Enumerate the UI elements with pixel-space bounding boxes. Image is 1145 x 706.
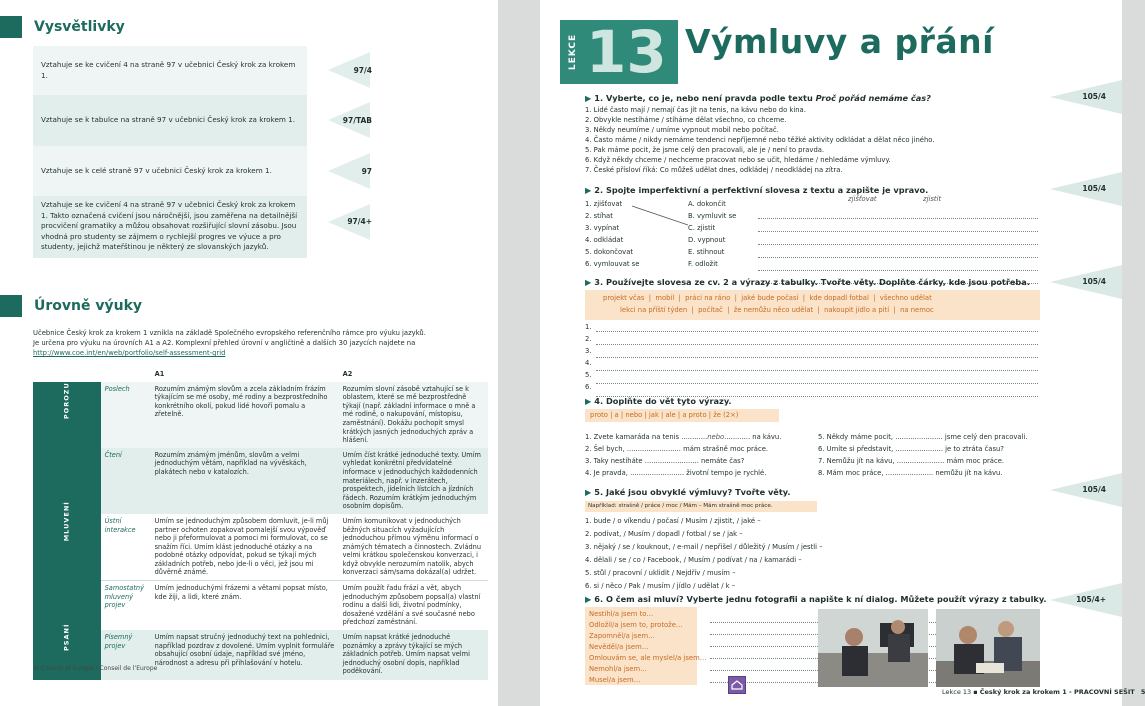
phrase-row: lekci na příští týden | počítač | že nemůžu něco udělat | nakoupit jídlo a pití | na nemoc xyxy=(620,306,934,314)
exercise-1-line: 6. Když někdy chceme / nechceme pracovat nebo se učit, hledáme / nehledáme výmluvy. xyxy=(585,156,891,164)
table-row: PSANÍ Písemný projev Umím napsat stručný jednoduchý text na pohlednici, například pozdrav z dovolené. Umím vyplnit formuláře obsahující osobní údaje, například své jméno, národnost a adresu při přihlašování v hotelu. Umím napsat krátké jednoduché poznámky a zprávy týkající se mých základních potřeb. Umím napsat velmi jednoduchý osobní dopis, například poděkování. xyxy=(33,630,488,680)
connector-line xyxy=(630,203,690,227)
group-label: PSANÍ xyxy=(62,623,71,651)
exercise-2-heading: ▶ 2. Spojte imperfektivní a perfektivní slovesa z textu a zapište je vpravo. xyxy=(585,185,929,195)
exercise-3-heading: ▶ 3. Používejte slovesa ze cv. 2 a výrazy z tabulky. Tvořte věty. Doplňte čárky, kde jsou potřeba. xyxy=(585,277,1030,287)
ref-marker: 105/4 xyxy=(1050,80,1122,114)
exercise-4-heading: ▶ 4. Doplňte do vět tyto výrazy. xyxy=(585,396,732,406)
ref-marker: 105/4 xyxy=(1050,172,1122,206)
verb-left: 2. stíhat xyxy=(585,212,613,220)
verb-right: C. zjistit xyxy=(688,224,716,232)
verb-left: 5. dokončovat xyxy=(585,248,634,256)
table-row: Čtení Rozumím známým jménům, slovům a velmi jednoduchým větám, například na vývěskách, plakátech nebo v katalozích. Umím číst krátké jednoduché texty. Umím vyhledat konkrétní předvídatelné informace v jednoduchých každodenních materiálech, např. v inzerátech, prospektech, jídelních lístcích a jízdních řádech. Rozumím krátkým jednoduchým osobním dopisům. xyxy=(33,448,488,514)
exercise-4-line: 1. Zvete kamaráda na tenis ............nebo............ na kávu. xyxy=(585,433,782,441)
col-header-a2: A2 xyxy=(342,370,353,378)
answer-lines xyxy=(758,207,1038,284)
ref-label: 97/TAB xyxy=(342,116,372,125)
exercise-5-heading: ▶ 5. Jaké jsou obvyklé výmluvy? Tvořte věty. xyxy=(585,487,791,497)
exercise-1-line: 3. Někdy neumíme / umíme vypnout mobil nebo počítač. xyxy=(585,126,779,134)
glossary-row: Vztahuje se k celé straně 97 v učebnici Český krok za krokem 1. xyxy=(33,146,307,196)
exercise-4-line: 3. Taky nestíháte ......................... nemáte čas? xyxy=(585,457,745,465)
office-photo-2 xyxy=(936,609,1040,687)
lesson-label: LEKCE xyxy=(568,33,578,71)
page-number: 5 xyxy=(1140,688,1145,696)
exercise-1-line: 4. Často máme / nikdy nemáme tendenci nepříjemné nebo těžké aktivity odkládat a dělat něco jiného. xyxy=(585,136,935,144)
ref-label: 97/4+ xyxy=(347,217,372,226)
glossary-row: Vztahuje se ke cvičení 4 na straně 97 v učebnici Český krok za krokem 1. Takto označená cvičení jsou náročnější, jsou zaměřena na detailnější procvičení gramatiky a můžou obsahovat rozšiřující slovní zásobu. Jsou vhodná pro studenty se zájmem o rychlejší progres ve výuce a pro studenty, jejichž mateřštinou je některý ze slovanských jazyků. xyxy=(33,196,307,258)
ref-marker: 105/4 xyxy=(1050,473,1122,507)
answer-lines xyxy=(596,320,1038,397)
exercise-5-line: 3. nějaký / se / kouknout, / e-mail / nepřišel / důležitý / Musím / jestli – xyxy=(585,543,823,551)
exercise-6-heading: ▶ 6. O čem asi mluví? Vyberte jednu fotografii a napište k ní dialog. Můžete použít výrazy z tabulky. xyxy=(585,594,1047,604)
levels-heading xyxy=(0,295,142,317)
exercise-5-line: 4. dělali / se / co / Facebook, / Musím / podívat / na / kamarádi – xyxy=(585,556,802,564)
exercise-4-line: 4. Je pravda, ......................... životní tempo je rychlé. xyxy=(585,469,767,477)
exercise-5-line: 6. si / něco / Pak / musím / jídlo / udělat / k – xyxy=(585,582,736,590)
verb-left: 6. vymlouvat se xyxy=(585,260,640,268)
exercise-5-line: 1. bude / o víkendu / počasí / Musím / zjistit, / jaké – xyxy=(585,517,761,525)
footer: Lekce 13 ▪ Český krok za krokem 1 - PRACOVNÍ SEŠIT 5 xyxy=(942,688,1145,696)
exercise-1-line: 2. Obvykle nestíháme / stíháme dělat všechno, co chceme. xyxy=(585,116,787,124)
exercise-4-line: 7. Nemůžu jít na kávu, ...................... mám moc práce. xyxy=(818,457,1005,465)
example-answer: zjišťovat xyxy=(848,195,877,203)
exercise-1-line: 7. České přísloví říká: Co můžeš udělat dnes, odkládej / neodkládej na zítra. xyxy=(585,166,843,174)
levels-table xyxy=(33,359,488,680)
ref-marker: 105/4+ xyxy=(1050,583,1122,617)
group-label: MLUVENÍ xyxy=(62,501,71,542)
verb-right: E. stihnout xyxy=(688,248,725,256)
home-icon[interactable] xyxy=(728,676,746,694)
copyright: © Council of Europe / Conseil de l’Europe xyxy=(33,665,158,672)
levels-title: Úrovně výuky xyxy=(34,298,143,314)
exercise-5-line: 5. stůl / pracovní / uklidit / Nejdřív / musím – xyxy=(585,569,736,577)
ref-label: 97/4 xyxy=(353,66,372,75)
line-number: 3. xyxy=(585,347,592,355)
exercise-5-line: 2. podívat, / Musím / dopadl / fotbal / se / jak – xyxy=(585,530,743,538)
right-page xyxy=(540,0,1145,706)
exercise-1-line: 5. Pak máme pocit, že jsme celý den pracovali, ale je / není to pravda. xyxy=(585,146,825,154)
verb-right: B. vymluvit se xyxy=(688,212,737,220)
left-page xyxy=(0,0,498,706)
example-answer: zjistit xyxy=(923,195,942,203)
lesson-badge xyxy=(560,20,678,84)
lesson-number: 13 xyxy=(586,18,667,86)
ref-marker: 105/4 xyxy=(1050,265,1122,299)
verb-left: 3. vypínat xyxy=(585,224,620,232)
col-header-a1: A1 xyxy=(154,370,165,378)
lesson-title: Výmluvy a přání xyxy=(685,22,994,61)
levels-intro: Učebnice Český krok za krokem 1 vznikla na základě Společného evropského referenčního rámce pro výuku jazyků. Je určena pro výuku na úrovních A1 a A2. Komplexní přehled úrovní v angličtině a dalších 30 jazycích najdete na http://www.coe.int/en/web/portfolio/self-assessment-grid xyxy=(33,329,426,357)
exercise-4-line: 5. Někdy máme pocit, ...................... jsme celý den pracovali. xyxy=(818,433,1028,441)
line-number: 4. xyxy=(585,359,592,367)
verb-right: F. odložit xyxy=(688,260,718,268)
play-arrow-icon: ▶ xyxy=(585,185,592,195)
exercise-4-line: 8. Mám moc práce, ...................... nemůžu jít na kávu. xyxy=(818,469,1003,477)
phrase-row: projekt včas | mobil | práci na ráno | jaké bude počasí | kde dopadl fotbal | všechno udělat xyxy=(603,294,932,302)
play-arrow-icon: ▶ xyxy=(585,396,592,406)
glossary-row: Vztahuje se ke cvičení 4 na straně 97 v učebnici Český krok za krokem 1. xyxy=(33,46,307,95)
exercise-1-line: 1. Lidé často mají / nemají čas jít na tenis, na kávu nebo do kina. xyxy=(585,106,806,114)
line-number: 5. xyxy=(585,371,592,379)
play-arrow-icon: ▶ xyxy=(585,594,592,604)
line-number: 6. xyxy=(585,383,592,391)
exercise-4-line: 6. Umíte si představit, ...................... je to ztráta času? xyxy=(818,445,1004,453)
line-number: 1. xyxy=(585,323,592,331)
glossary-title: Vysvětlivky xyxy=(34,19,125,35)
play-arrow-icon: ▶ xyxy=(585,93,592,103)
verb-left: 1. zjišťovat xyxy=(585,200,623,208)
portfolio-link[interactable]: http://www.coe.int/en/web/portfolio/self-assessment-grid xyxy=(33,349,226,357)
verb-left: 4. odkládat xyxy=(585,236,624,244)
ref-label: 97 xyxy=(361,167,372,176)
group-label: POROZUMĚNÍ xyxy=(62,359,71,419)
glossary-row: Vztahuje se k tabulce na straně 97 v učebnici Český krok za krokem 1. xyxy=(33,95,307,146)
glossary-heading xyxy=(0,16,125,38)
table-row: Samostatný mluvený projev Umím jednoduchými frázemi a větami popsat místo, kde žiji, a lidi, které znám. Umím použít řadu frází a vět, abych jednoduchým způsobem popsal(a) vlastní rodinu a další lidi, životní podmínky, dosažené vzdělání a své současné nebo předchozí zaměstnání. xyxy=(33,581,488,630)
verb-right: A. dokončit xyxy=(688,200,726,208)
word-box-text: proto | a | nebo | jak | ale | a proto | že (2×) xyxy=(590,411,739,419)
play-arrow-icon: ▶ xyxy=(585,487,592,497)
example-text: Například: strašně / práce / moc / Mám – Mám strašně moc práce. xyxy=(588,503,773,509)
phrase-list: Nestihl/a jsem to… Odložil/a jsem to, protože… Zapomněl/a jsem… Nevěděl/a jsem… Omlouvám se, ale myslel/a jsem… Nemohl/a jsem… Musel/a jsem… xyxy=(585,607,697,685)
table-row: POROZUMĚNÍ Poslech Rozumím známým slovům a zcela základním frázím týkajícím se mé osoby, mé rodiny a bezprostředního konkrétního okolí, pokud lidé hovoří pomalu a zřetelně. Rozumím slovní zásobě vztahující se k oblastem, které se mě bezprostředně týkají (např. základní informace o mně a mé rodině, o nakupování, místopisu, zaměstnání). Dokážu pochopit smysl krátkých jasných jednoduchých zpráv a hlášení. xyxy=(33,382,488,448)
exercise-4-line: 2. Šel bych, ......................... mám strašně moc práce. xyxy=(585,445,769,453)
table-row: MLUVENÍ Ústní interakce Umím se jednoduchým způsobem domluvit, je-li můj partner ochoten zopakovat pomalejší svou výpověď nebo ji přeformulovat a pomoci mi formulovat, co se snažím říci. Umím klást jednoduché otázky a na podobné otázky odpovídat, pokud se týkají mých základních potřeb, nebo jde-li o věci, jež jsou mi důvěrně známé. Umím komunikovat v jednoduchých běžných situacích vyžadujících jednoduchou přímou výměnu informací o známých tématech a činnostech. Zvládnu velmi krátkou společenskou konverzaci, i když obvykle nerozumím natolik, abych konverzaci sám/sama dokázal(a) udržet. xyxy=(33,514,488,581)
verb-right: D. vypnout xyxy=(688,236,726,244)
line-number: 2. xyxy=(585,335,592,343)
play-arrow-icon: ▶ xyxy=(585,277,592,287)
exercise-1-heading: ▶ 1. Vyberte, co je, nebo není pravda podle textu Proč pořád nemáme čas? xyxy=(585,93,931,103)
office-photo-1 xyxy=(818,609,928,687)
